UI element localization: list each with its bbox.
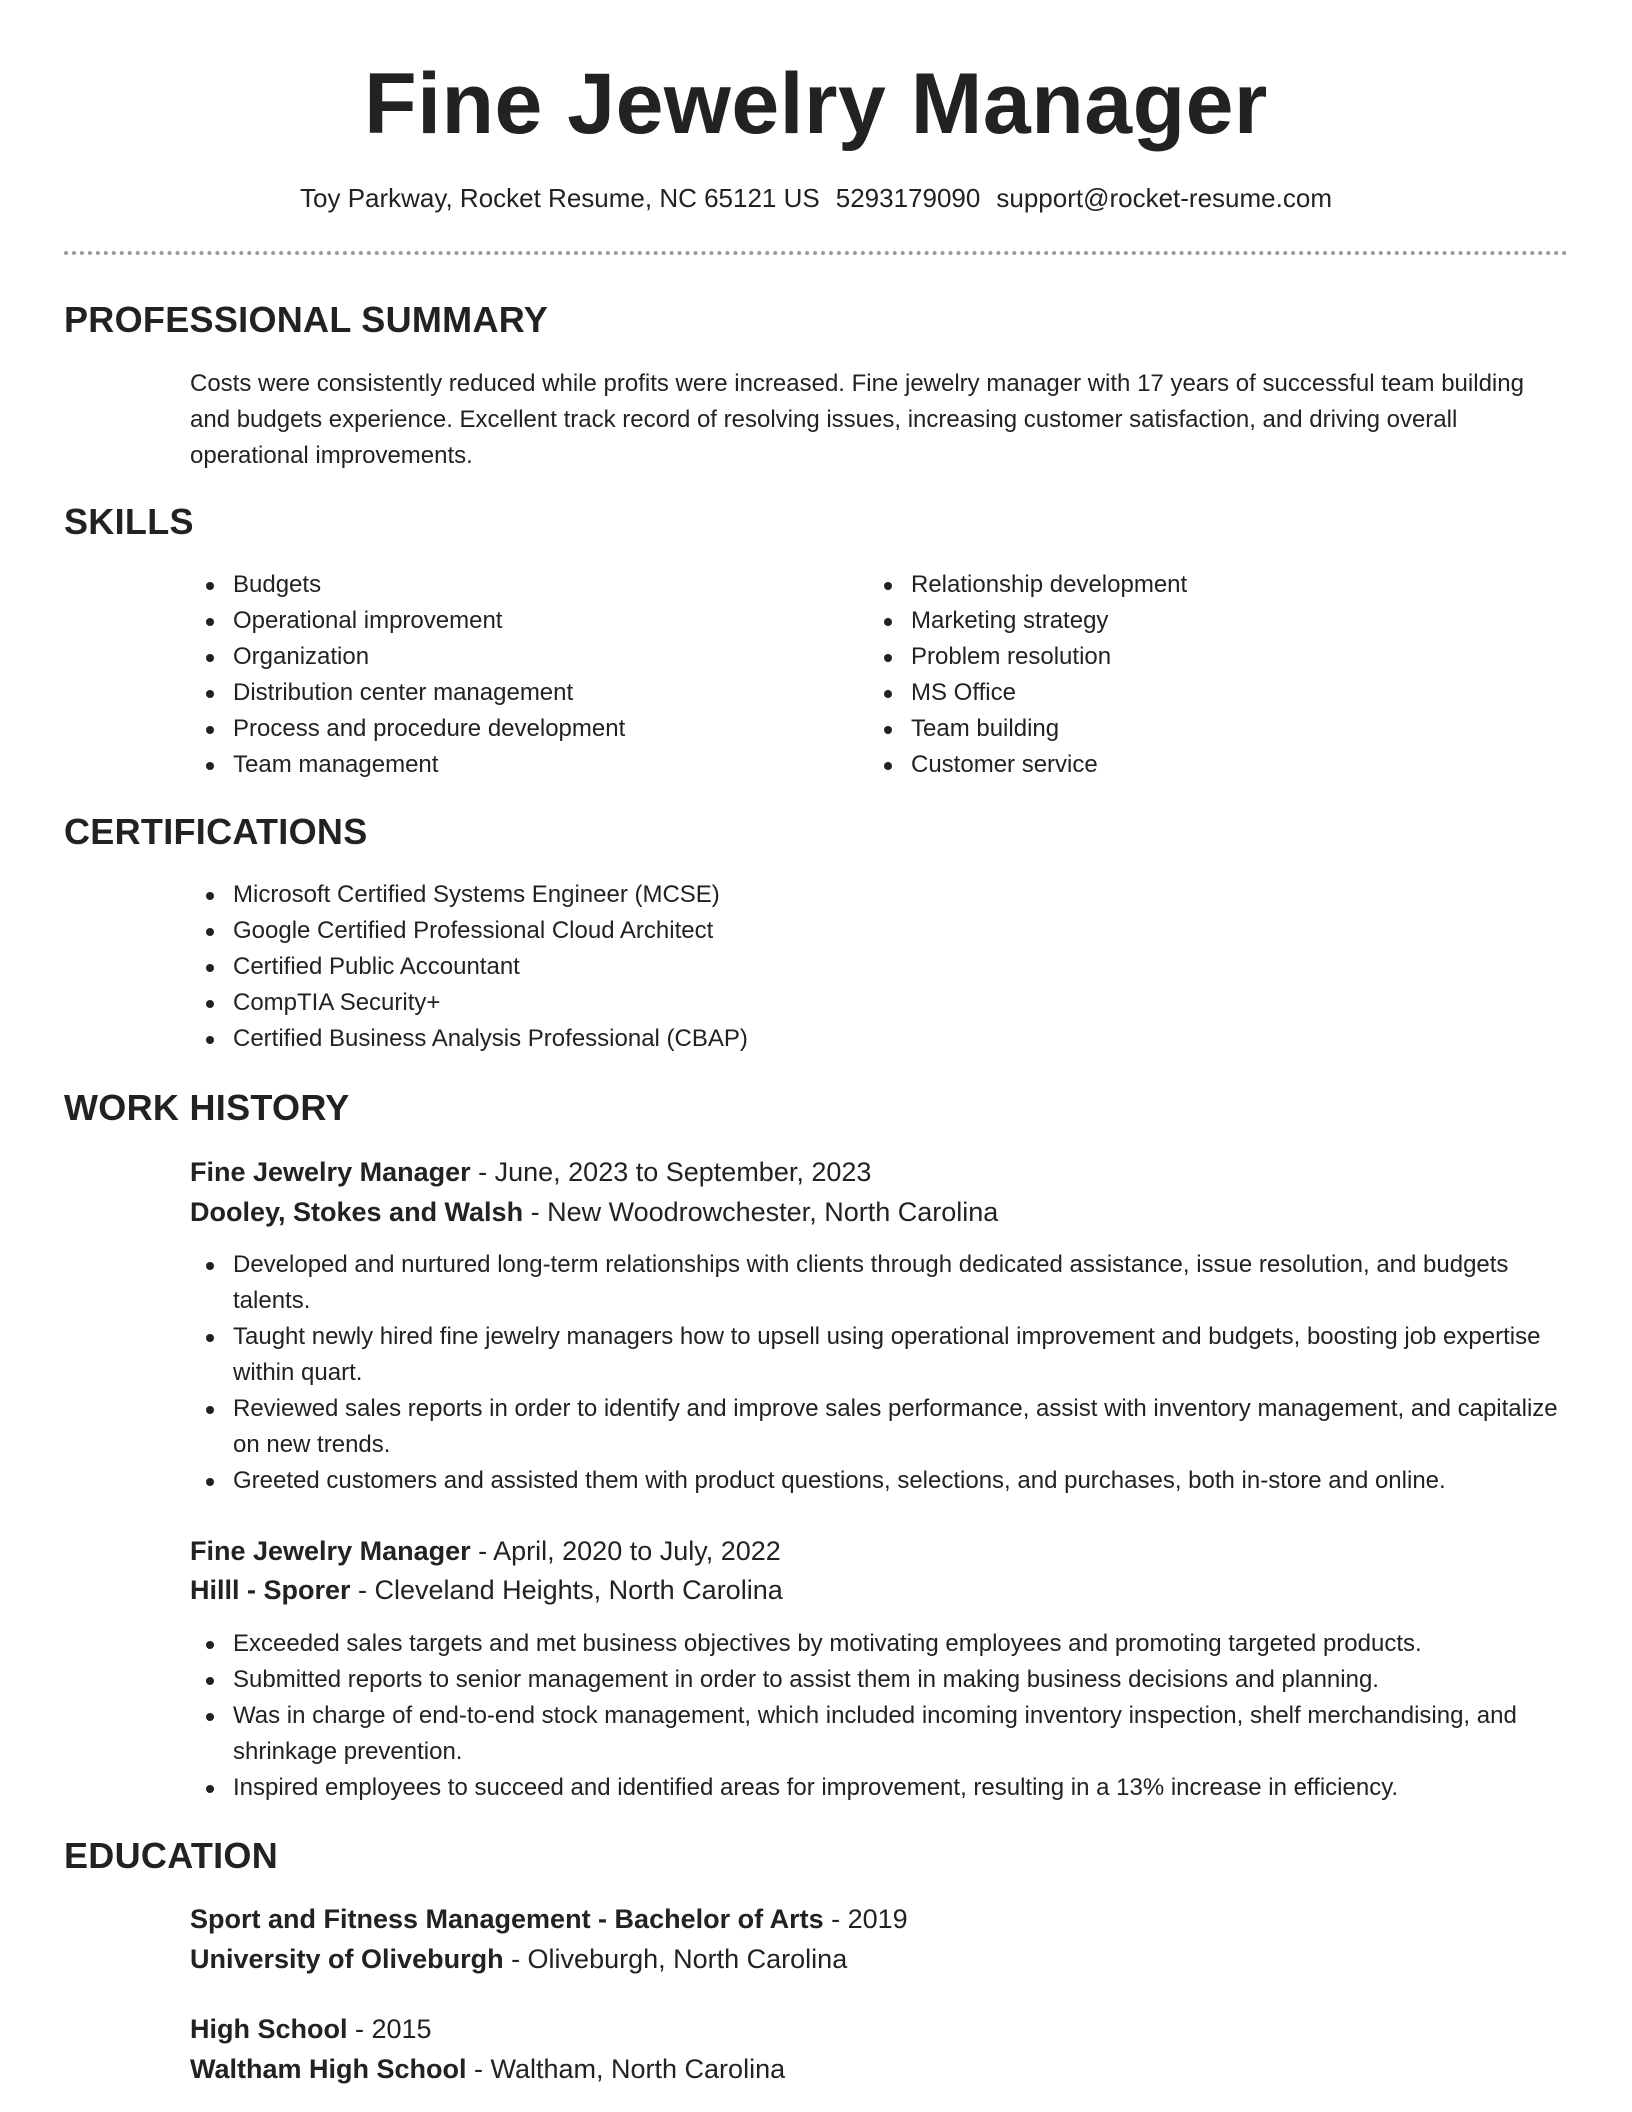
job-company: Hilll - Sporer — [190, 1575, 351, 1605]
skill-item: Process and procedure development — [190, 711, 850, 747]
job-bullet: Inspired employees to succeed and identified areas for improvement, resulting in a 13% increase in efficiency. — [190, 1770, 1570, 1806]
education-year: - 2019 — [823, 1904, 908, 1934]
job-title-line — [190, 1153, 871, 1191]
header-divider — [64, 251, 1568, 255]
skill-item: Distribution center management — [190, 675, 850, 711]
summary-heading: PROFESSIONAL SUMMARY — [64, 299, 549, 340]
job-bullet: Was in charge of end-to-end stock management, which included incoming inventory inspection, shelf merchandising, and shrinkage prevention. — [190, 1698, 1570, 1770]
education-school: University of Oliveburgh — [190, 1944, 504, 1974]
education-degree: Sport and Fitness Management - Bachelor of Arts — [190, 1904, 824, 1934]
job-company: Dooley, Stokes and Walsh — [190, 1197, 524, 1227]
job-bullet: Submitted reports to senior management in order to assist them in making business decisions and planning. — [190, 1662, 1570, 1698]
education-school-line — [190, 2050, 785, 2088]
certification-item: CompTIA Security+ — [190, 985, 1090, 1021]
job-bullet: Greeted customers and assisted them with product questions, selections, and purchases, both in-store and online. — [190, 1463, 1570, 1499]
job-role: Fine Jewelry Manager — [190, 1536, 471, 1566]
contact-email: support@rocket-resume.com — [996, 183, 1332, 213]
candidate-name: Fine Jewelry Manager — [364, 56, 1268, 152]
job-bullet: Developed and nurtured long-term relationships with clients through dedicated assistance, issue resolution, and budgets talents. — [190, 1247, 1570, 1319]
job-location: - Cleveland Heights, North Carolina — [350, 1575, 783, 1605]
skill-item: Team building — [868, 711, 1528, 747]
summary-text: Costs were consistently reduced while profits were increased. Fine jewelry manager with 17 years of successful team building and budgets experience. Excellent track record of resolving issues, increasing customer satisfaction, and driving overall operational improvements. — [190, 370, 1524, 469]
education-school: Waltham High School — [190, 2054, 467, 2084]
certification-item: Google Certified Professional Cloud Architect — [190, 913, 1090, 949]
skill-item: Operational improvement — [190, 603, 850, 639]
job-company-line — [190, 1193, 998, 1231]
skills-heading: SKILLS — [64, 501, 194, 542]
education-year: - 2015 — [347, 2014, 432, 2044]
education-location: - Oliveburgh, North Carolina — [503, 1944, 848, 1974]
certifications-heading: CERTIFICATIONS — [64, 811, 368, 852]
job-title-line — [190, 1532, 781, 1570]
certification-item: Microsoft Certified Systems Engineer (MCSE) — [190, 877, 1090, 913]
contact-phone: 5293179090 — [835, 183, 981, 213]
job-bullets — [190, 1247, 1570, 1499]
skill-item: Customer service — [868, 747, 1528, 783]
job-bullet: Exceeded sales targets and met business objectives by motivating employees and promoting targeted products. — [190, 1626, 1570, 1662]
skills-list-left — [190, 567, 850, 783]
job-dates: - April, 2020 to July, 2022 — [470, 1536, 781, 1566]
skill-item: Relationship development — [868, 567, 1528, 603]
skill-item: Organization — [190, 639, 850, 675]
education-degree: High School — [190, 2014, 348, 2044]
education-school-line — [190, 1940, 847, 1978]
work-history-heading: WORK HISTORY — [64, 1087, 350, 1128]
job-dates: - June, 2023 to September, 2023 — [470, 1157, 872, 1187]
education-location: - Waltham, North Carolina — [466, 2054, 786, 2084]
job-location: - New Woodrowchester, North Carolina — [523, 1197, 999, 1227]
job-company-line — [190, 1571, 783, 1609]
contact-line — [0, 180, 1632, 216]
certification-item: Certified Business Analysis Professional (CBAP) — [190, 1021, 1090, 1057]
skill-item: Marketing strategy — [868, 603, 1528, 639]
contact-address: Toy Parkway, Rocket Resume, NC 65121 US — [300, 183, 820, 213]
skill-item: MS Office — [868, 675, 1528, 711]
certifications-list — [190, 877, 1090, 1057]
education-heading: EDUCATION — [64, 1835, 279, 1876]
skill-item: Team management — [190, 747, 850, 783]
job-bullet: Reviewed sales reports in order to identify and improve sales performance, assist with inventory management, and capitalize on new trends. — [190, 1391, 1570, 1463]
skills-list-right — [868, 567, 1528, 783]
skill-item: Problem resolution — [868, 639, 1528, 675]
job-bullets — [190, 1626, 1570, 1806]
job-role: Fine Jewelry Manager — [190, 1157, 471, 1187]
certification-item: Certified Public Accountant — [190, 949, 1090, 985]
education-degree-line — [190, 1900, 908, 1938]
education-degree-line — [190, 2010, 432, 2048]
skill-item: Budgets — [190, 567, 850, 603]
job-bullet: Taught newly hired fine jewelry managers how to upsell using operational improvement and budgets, boosting job expertise within quart. — [190, 1319, 1570, 1391]
